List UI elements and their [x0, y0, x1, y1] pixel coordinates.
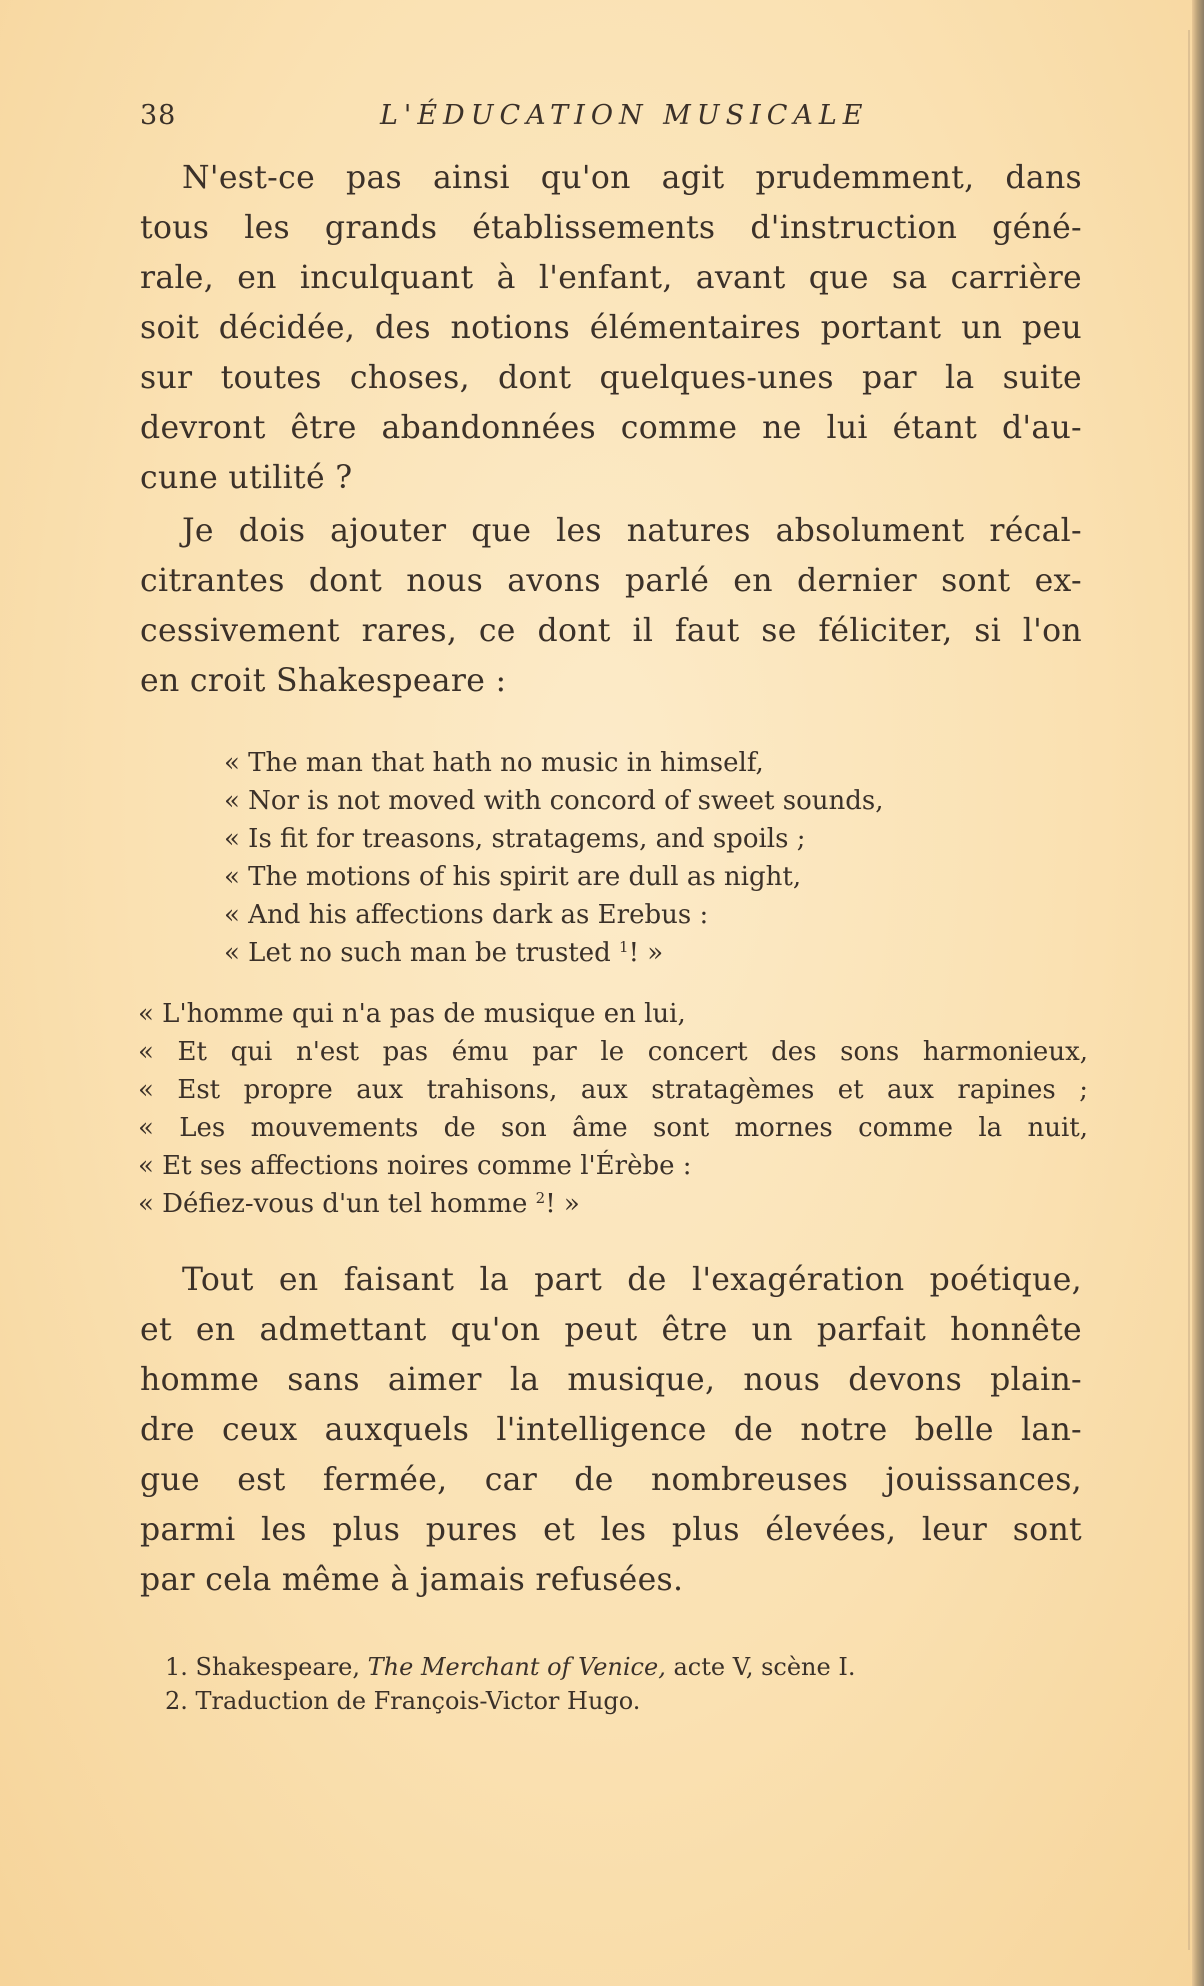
paragraph-line: gue est fermée, car de nombreuses jouissances, [140, 1462, 1082, 1498]
english-verse-quote [224, 744, 1124, 972]
footnote-mark-1: 1 [619, 938, 629, 956]
footnote-text: Traduction de François-Victor Hugo. [195, 1687, 641, 1715]
paragraph-line: devront être abandonnées comme ne lui étant d'au- [140, 410, 1082, 446]
paragraph-line: Tout en faisant la part de l'exagération poétique, [182, 1262, 1082, 1298]
verse-line: « The motions of his spirit are dull as night, [224, 862, 802, 892]
verse-line-end: ! » [545, 1189, 580, 1219]
verse-line-text: « Défiez-vous d'un tel homme [138, 1189, 528, 1219]
page-fold-line [1188, 30, 1190, 1950]
paragraph-line: N'est-ce pas ainsi qu'on agit prudemment, dans [182, 160, 1082, 196]
verse-line: « L'homme qui n'a pas de musique en lui, [138, 999, 686, 1029]
verse-line: « Nor is not moved with concord of sweet sounds, [224, 786, 884, 816]
verse-line: « The man that hath no music in himself, [224, 748, 764, 778]
french-verse-translation [138, 995, 1088, 1223]
paragraph-line: en croit Shakespeare : [140, 663, 507, 699]
verse-line: « And his affections dark as Erebus : [224, 900, 709, 930]
verse-line [138, 1185, 1088, 1223]
verse-line: « Les mouvements de son âme sont mornes comme la nuit, [138, 1113, 1088, 1143]
paragraph-line: et en admettant qu'on peut être un parfait honnête [140, 1312, 1082, 1348]
paragraph-2 [140, 506, 1082, 706]
page-number: 38 [140, 100, 177, 131]
paragraph-line: dre ceux auxquels l'intelligence de notre belle lan- [140, 1412, 1082, 1448]
footnote-1 [165, 1650, 1065, 1684]
page-edge [1192, 0, 1204, 1986]
paragraph-line: cune utilité ? [140, 460, 353, 496]
verse-line-text: « Let no such man be trusted [224, 938, 611, 968]
verse-line: « Et qui n'est pas ému par le concert des sons harmonieux, [138, 1037, 1088, 1067]
footnote-number: 1. [165, 1653, 188, 1681]
footnote-number: 2. [165, 1687, 188, 1715]
paragraph-line: cessivement rares, ce dont il faut se féliciter, si l'on [140, 613, 1082, 649]
page-header [140, 100, 1080, 140]
footnote-reference: acte V, scène I. [673, 1653, 856, 1681]
paragraph-1 [140, 153, 1082, 503]
verse-line: « Est propre aux trahisons, aux stratagèmes et aux rapines ; [138, 1075, 1088, 1105]
paragraph-line: homme sans aimer la musique, nous devons plain- [140, 1362, 1082, 1398]
paragraph-line: tous les grands établissements d'instruction géné- [140, 210, 1082, 246]
paragraph-line: par cela même à jamais refusées. [140, 1562, 684, 1598]
footnote-2 [165, 1684, 1065, 1718]
footnotes [165, 1650, 1065, 1718]
verse-line [224, 934, 1124, 972]
verse-line: « Et ses affections noires comme l'Érèbe : [138, 1151, 692, 1181]
paragraph-line: citrantes dont nous avons parlé en dernier sont ex- [140, 563, 1082, 599]
paragraph-line: parmi les plus pures et les plus élevées, leur sont [140, 1512, 1082, 1548]
footnote-work-title: The Merchant of Venice, [367, 1653, 666, 1681]
paragraph-line: sur toutes choses, dont quelques-unes par la suite [140, 360, 1082, 396]
verse-line-end: ! » [628, 938, 664, 968]
paragraph-line: Je dois ajouter que les natures absolument récal- [182, 513, 1082, 549]
footnote-mark-2: 2 [535, 1189, 546, 1207]
paragraph-line: rale, en inculquant à l'enfant, avant que sa carrière [140, 260, 1082, 296]
paragraph-line: soit décidée, des notions élémentaires portant un peu [140, 310, 1082, 346]
paragraph-3 [140, 1255, 1082, 1605]
verse-line: « Is fit for treasons, stratagems, and spoils ; [224, 824, 806, 854]
footnote-author: Shakespeare, [195, 1653, 360, 1681]
running-title: L'ÉDUCATION MUSICALE [380, 100, 869, 131]
